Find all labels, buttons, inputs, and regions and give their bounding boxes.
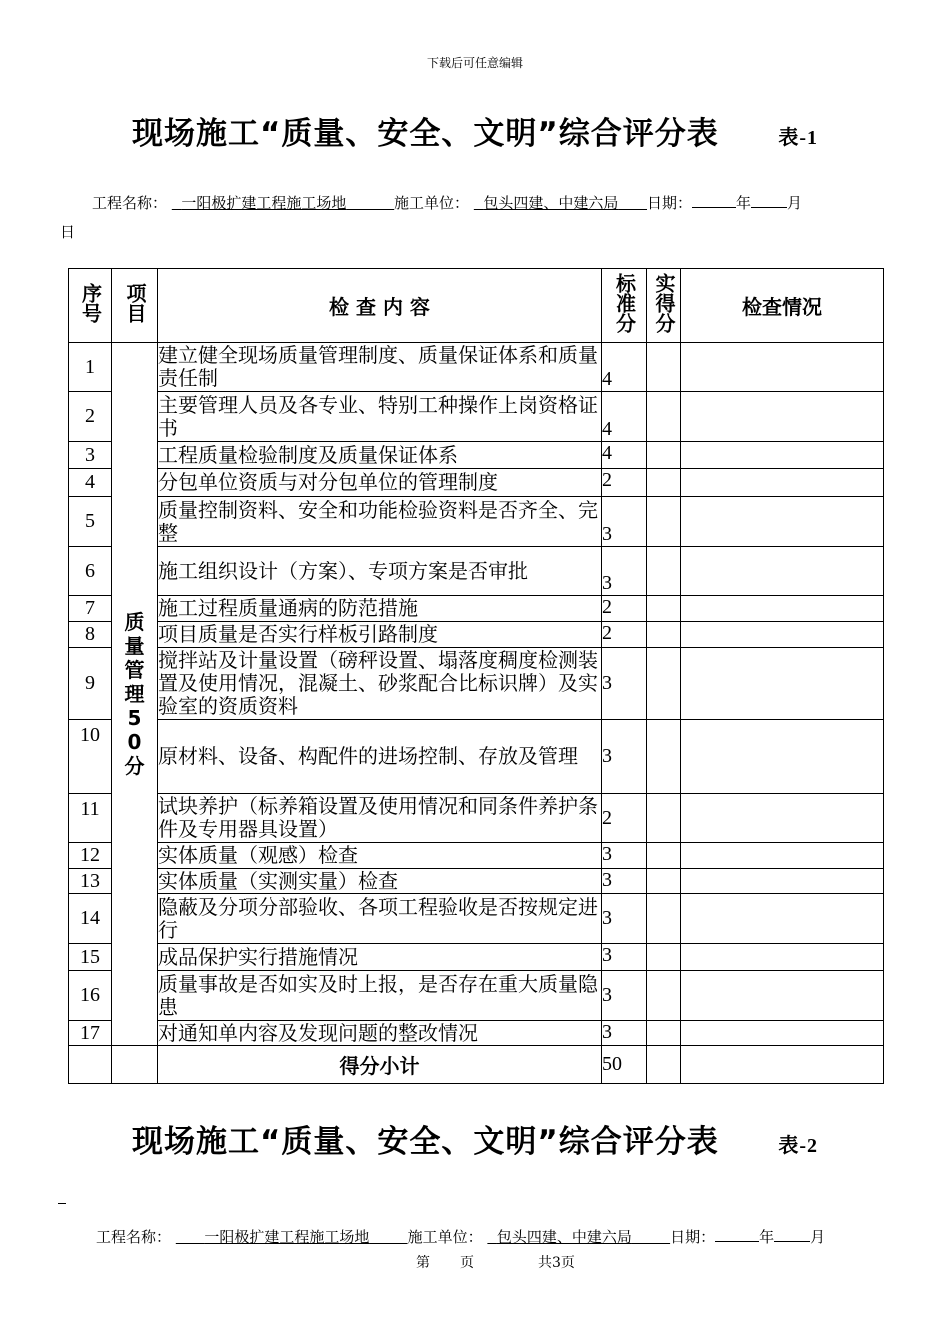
month-label: 月: [787, 194, 803, 212]
row-status[interactable]: [681, 469, 884, 497]
title-text: 现场施工“质量、安全、文明”综合评分表: [131, 116, 719, 152]
row-content: 对通知单内容及发现问题的整改情况: [158, 1021, 602, 1046]
row-score: 3: [602, 720, 647, 794]
row-actual[interactable]: [647, 894, 681, 944]
row-no: 14: [69, 894, 112, 944]
row-content: 主要管理人员及各专业、特别工种操作上岗资格证书: [158, 392, 602, 442]
table-row: [69, 894, 884, 944]
row-status[interactable]: [681, 1021, 884, 1046]
page-number: 第 页: [416, 1255, 474, 1271]
subtotal-label: 得分小计: [158, 1046, 602, 1084]
header-note: 下载后可任意编辑: [426, 56, 523, 70]
row-no: 9: [69, 648, 112, 720]
row-status[interactable]: [681, 596, 884, 622]
title-text: 现场施工“质量、安全、文明”综合评分表: [131, 1124, 719, 1160]
table-number: 表-1: [778, 127, 818, 149]
subtotal-row: [69, 1046, 884, 1084]
row-status[interactable]: [681, 944, 884, 971]
row-actual[interactable]: [647, 497, 681, 547]
row-content: 项目质量是否实行样板引路制度: [158, 622, 602, 648]
row-content: 搅拌站及计量设置（磅秤设置、塌落度稠度检测装置及使用情况，混凝土、砂浆配合比标识牌）及实验室的资质资料: [158, 648, 602, 720]
row-no: 7: [69, 596, 112, 622]
row-content: 成品保护实行措施情况: [158, 944, 602, 971]
project-value: 一阳极扩建工程施工场地: [181, 194, 347, 212]
row-score: 3: [602, 648, 647, 720]
row-no: 12: [69, 843, 112, 869]
table-row: [69, 442, 884, 469]
row-content: 隐蔽及分项分部验收、各项工程验收是否按规定进行: [158, 894, 602, 944]
date-label: 日期：: [647, 194, 693, 212]
subtotal-value: 50: [602, 1046, 647, 1084]
row-score: 3: [602, 497, 647, 547]
row-status[interactable]: [681, 343, 884, 392]
row-content: 原材料、设备、构配件的进场控制、存放及管理: [158, 720, 602, 794]
row-content: 施工组织设计（方案）、专项方案是否审批: [158, 547, 602, 596]
unit-value: 包头四建、中建六局: [483, 194, 619, 212]
row-score: 3: [602, 971, 647, 1021]
info-line: [92, 192, 802, 213]
project-cell: 质量管理50分: [112, 343, 158, 1046]
row-content: 试块养护（标养箱设置及使用情况和同条件养护条件及专用器具设置）: [158, 794, 602, 843]
row-status[interactable]: [681, 843, 884, 869]
row-score: 2: [602, 794, 647, 843]
table-row: [69, 469, 884, 497]
row-status[interactable]: [681, 392, 884, 442]
row-actual[interactable]: [647, 469, 681, 497]
project-label: 工程名称：: [92, 194, 168, 212]
table-row: [69, 944, 884, 971]
divider: [58, 1203, 66, 1204]
table-row: [69, 648, 884, 720]
table-row: [69, 622, 884, 648]
row-content: 实体质量（实测实量）检查: [158, 869, 602, 894]
header-item: 项目: [112, 269, 158, 343]
unit-label: 施工单位：: [394, 194, 470, 212]
row-score: 4: [602, 343, 647, 392]
unit-value: 包头四建、中建六局: [496, 1228, 632, 1246]
table-row: [69, 794, 884, 843]
row-content: 分包单位资质与对分包单位的管理制度: [158, 469, 602, 497]
row-score: 3: [602, 547, 647, 596]
table-row: [69, 392, 884, 442]
page-total: 共3页: [538, 1255, 575, 1271]
row-content: 实体质量（观感）检查: [158, 843, 602, 869]
row-status[interactable]: [681, 547, 884, 596]
row-no: 6: [69, 547, 112, 596]
row-actual[interactable]: [647, 622, 681, 648]
table-row: [69, 497, 884, 547]
row-score: 3: [602, 843, 647, 869]
header-row: [69, 269, 884, 343]
score-table: [68, 268, 884, 1084]
day-label: 日: [60, 223, 76, 241]
table-row: [69, 720, 884, 794]
row-no: 2: [69, 392, 112, 442]
row-no: 10: [69, 720, 112, 794]
row-actual[interactable]: [647, 392, 681, 442]
month-label: 月: [810, 1228, 826, 1246]
row-score: 2: [602, 469, 647, 497]
row-actual[interactable]: [647, 547, 681, 596]
year-label: 年: [736, 194, 752, 212]
table-row: [69, 1021, 884, 1046]
row-actual[interactable]: [647, 843, 681, 869]
row-no: 16: [69, 971, 112, 1021]
row-status[interactable]: [681, 894, 884, 944]
row-actual[interactable]: [647, 648, 681, 720]
row-actual[interactable]: [647, 794, 681, 843]
page-title: [0, 108, 950, 153]
row-no: 4: [69, 469, 112, 497]
row-content: 质量事故是否如实及时上报，是否存在重大质量隐患: [158, 971, 602, 1021]
row-actual[interactable]: [647, 720, 681, 794]
row-no: 11: [69, 794, 112, 843]
row-score: 3: [602, 869, 647, 894]
row-no: 13: [69, 869, 112, 894]
project-label: 工程名称：: [96, 1228, 172, 1246]
row-no: 17: [69, 1021, 112, 1046]
row-content: 工程质量检验制度及质量保证体系: [158, 442, 602, 469]
row-status[interactable]: [681, 971, 884, 1021]
table-row: [69, 343, 884, 392]
row-content: 施工过程质量通病的防范措施: [158, 596, 602, 622]
row-status[interactable]: [681, 442, 884, 469]
year-label: 年: [759, 1228, 775, 1246]
row-score: 4: [602, 442, 647, 469]
subtotal-status[interactable]: [681, 1046, 884, 1084]
row-status[interactable]: [681, 794, 884, 843]
row-status[interactable]: [681, 648, 884, 720]
second-title: [0, 1116, 950, 1161]
table-row: [69, 547, 884, 596]
header-status: 检查情况: [681, 269, 884, 343]
row-actual[interactable]: [647, 971, 681, 1021]
date-label: 日期：: [670, 1228, 716, 1246]
header-seq: 序号: [69, 269, 112, 343]
subtotal-empty-seq: [69, 1046, 112, 1084]
row-content: 质量控制资料、安全和功能检验资料是否齐全、完整: [158, 497, 602, 547]
subtotal-empty-item: [112, 1046, 158, 1084]
row-no: 1: [69, 343, 112, 392]
row-content: 建立健全现场质量管理制度、质量保证体系和质量责任制: [158, 343, 602, 392]
row-score: 2: [602, 622, 647, 648]
row-actual[interactable]: [647, 442, 681, 469]
table-number: 表-2: [778, 1135, 818, 1157]
row-status[interactable]: [681, 622, 884, 648]
header-standard: 标准分: [602, 269, 647, 343]
row-no: 8: [69, 622, 112, 648]
row-score: 3: [602, 944, 647, 971]
row-score: 4: [602, 392, 647, 442]
row-no: 3: [69, 442, 112, 469]
row-status[interactable]: [681, 497, 884, 547]
row-actual[interactable]: [647, 343, 681, 392]
row-actual[interactable]: [647, 1021, 681, 1046]
row-no: 15: [69, 944, 112, 971]
row-status[interactable]: [681, 720, 884, 794]
table-row: [69, 971, 884, 1021]
row-status[interactable]: [681, 869, 884, 894]
subtotal-actual[interactable]: [647, 1046, 681, 1084]
row-score: 3: [602, 894, 647, 944]
row-actual[interactable]: [647, 869, 681, 894]
table-row: [69, 596, 884, 622]
row-actual[interactable]: [647, 944, 681, 971]
table-row: [69, 843, 884, 869]
header-actual: 实得分: [647, 269, 681, 343]
row-no: 5: [69, 497, 112, 547]
row-score: 3: [602, 1021, 647, 1046]
header-content: 检 查 内 容: [158, 269, 602, 343]
row-score: 2: [602, 596, 647, 622]
row-actual[interactable]: [647, 596, 681, 622]
info-line-2: [96, 1226, 825, 1247]
table-row: [69, 869, 884, 894]
unit-label: 施工单位：: [407, 1228, 483, 1246]
project-value: 一阳极扩建工程施工场地: [204, 1228, 370, 1246]
